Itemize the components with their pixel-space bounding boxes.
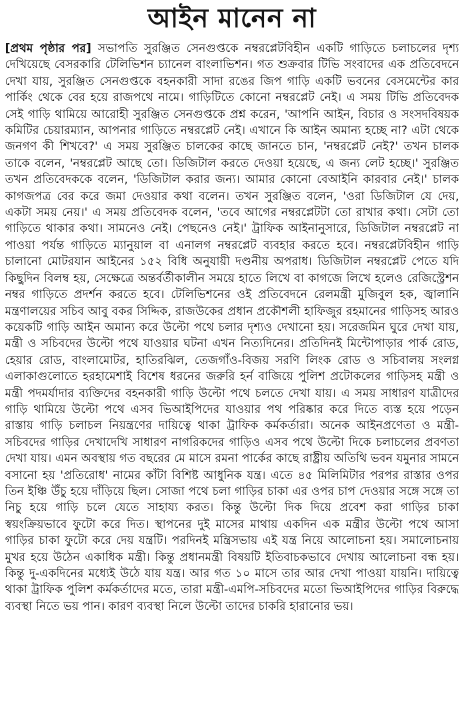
article-body: [5, 40, 459, 696]
continuation-tag: [প্রথম পৃষ্ঠার পর]: [5, 41, 92, 55]
article-headline: আইন মানেন না: [147, 4, 317, 34]
article-body-text: সভাপতি সুরঞ্জিত সেনগুপ্তকে নম্বরপ্লেটবিহীন একটি গাড়িতে চলাচলের দৃশ্য দেখিয়েছে বেসরকারি টেলিভিশন চ্যানেল বাংলাভিশন। গত শুক্রবার টিভি সংবাদের এক প্রতিবেদনে দেখা যায়, সুরঞ্জিত সেনগুপ্তকে বহনকারী সাদা রঙের জিপ গাড়ি একটি ভবনের বেসমেন্টের কার পার্কিং থেকে বের হয়ে রাজপথে নামে। গাড়িটিতে কোনো নম্বরপ্লেট নেই। এ সময় টিভি প্রতিবেদক সেই গাড়ি থামিয়ে আরোহী সুরঞ্জিত সেনগুপ্তকে প্রশ্ন করেন, 'আপনি আইন, বিচার ও সংসদবিষয়ক কমিটির চেয়ারম্যান, আপনার গাড়িতে নম্বরপ্লেট নেই। এখানে কি আইন অমান্য হচ্ছে না? এটা থেকে জনগণ কী শিখবে?' এ সময় সুরঞ্জিত চালকের কাছে জানতে চান, 'নম্বরপ্লেট নেই?' তখন চালক তাকে বলেন, 'নম্বরপ্লেট আছে তো। ডিজিটাল করতে দেওয়া হয়েছে, এ জন্য লেট হচ্ছে।' সুরঞ্জিত তখন প্রতিবেদককে বলেন, 'ডিজিটাল করার জন্য। আমার কোনো বেআইনি কারবার নেই।' চালক কাগজপত্র বের করে জমা দেওয়ার কথা বলেন। তখন সুরঞ্জিত বলেন, 'ওরা ডিজিটাল যে দেয়, একটা সময় নেয়।' এ সময় প্রতিবেদক বলেন, 'তবে আগের নম্বরপ্লেটটা তো রাখার কথা। সেটা তো গাড়িতে থাকার কথা। সামনেও নেই। পেছনেও নেই।' ট্রাফিক আইনানুসারে, ডিজিটাল নম্বরপ্লেট না পাওয়া পর্যন্ত গাড়িতে ম্যানুয়াল বা এনালগ নম্বরপ্লেট ব্যবহার করতে হবে। নম্বরপ্লেটবিহীন গাড়ি চালানো মোটরযান আইনের ১৫২ বিধি অনুযায়ী দণ্ডনীয় অপরাধ। ডিজিটাল নম্বরপ্লেট পেতে যদি কিছুদিন বিলম্ব হয়, সেক্ষেত্রে অন্তর্বর্তীকালীন সময়ে হাতে লিখে বা কাগজে লিখে হলেও রেজিস্ট্রেশন নম্বর গাড়িতে প্রদর্শন করতে হবে। টেলিভিশনের ওই প্রতিবেদনে রেলমন্ত্রী মুজিবুল হক, জ্বালানি মন্ত্রণালয়ের সচিব আবু বকর সিদ্দিক, রাজউকের প্রধান প্রকৌশলী হাফিজুর রহমানের গাড়িসহ আরও কয়েকটি গাড়ি আইন অমান্য করে উল্টো পথে চলার দৃশ্যও দেখানো হয়। সরেজমিন ঘুরে দেখা যায়, মন্ত্রী ও সচিবদের উল্টো পথে যাওয়ার ঘটনা এখন নিত্যদিনের। প্রতিদিনই মিন্টোপাড়ার পার্ক রোড, হেয়ার রোড, বাংলামোটর, হাতিরঝিল, তেজগাঁও-বিজয় সরণি লিংক রোড ও সচিবালয় সংলগ্ন এলাকাগুলোতে হরহামেশাই বিশেষ ধরনের জরুরি হর্ন বাজিয়ে পুলিশ প্রটোকলের গাড়িসহ মন্ত্রী ও মন্ত্রী পদমর্যাদার ব্যক্তিদের বহনকারী গাড়ি উল্টো পথে চলতে দেখা যায়। এ সময় সাধারণ যাত্রীদের গাড়ি থামিয়ে উল্টো পথে এসব ভিআইপিদের যাওয়ার পথ পরিষ্কার করে দিতে ব্যস্ত হয়ে পড়েন রাস্তায় গাড়ি চলাচল নিয়ন্ত্রণের দায়িত্বে থাকা ট্রাফিক কর্মকর্তারা। অনেক আইনপ্রণেতা ও মন্ত্রী-সচিবদের গাড়ির দেখাদেখি সাধারণ নাগরিকদের গাড়িও এসব পথে উল্টো দিকে চলাচলের প্রবণতা দেখা যায়। এমন অবস্থায় গত বছরের মে মাসে রমনা পার্কের কাছে রাষ্ট্রীয় অতিথি ভবন যমুনার সামনে বসানো হয় 'প্রতিরোধ' নামের কাঁটা বিশিষ্ট আধুনিক যন্ত্র। এতে ৪৫ মিলিমিটার পরপর রাস্তার ওপর তিন ইঞ্চি উঁচু হয়ে দাঁড়িয়ে ছিল। সোজা পথে চলা গাড়ির চাকা এর ওপর চাপ দেওয়ার সঙ্গে সঙ্গে তা নিচু হয়ে গাড়ি চলে যেতে সাহায্য করত। কিন্তু উল্টো দিক দিয়ে প্রবেশ করা গাড়ির চাকা স্বয়ংক্রিয়ভাবে ফুটো করে দিত। স্থাপনের দুই মাসের মাথায় একদিন এক মন্ত্রীর উল্টো পথে আসা গাড়ির চাকা ফুটো করে দেয় যন্ত্রটি। পরদিনই মন্ত্রিসভায় এই যন্ত্র নিয়ে আলোচনা হয়। সমালোচনায় মুখর হয়ে উঠেন একাধিক মন্ত্রী। কিন্তু প্রধানমন্ত্রী বিষয়টি ইতিবাচকভাবে দেখায় আলোচনা বন্ধ হয়। কিন্তু দু-একদিনের মধ্যেই উঠে যায় যন্ত্র। আর গত ১০ মাসে তার আর দেখা পাওয়া যায়নি। দায়িত্বে থাকা ট্রাফিক পুলিশ কর্মকর্তাদের মতে, তারা মন্ত্রী-এমপি-সচিবদের মতো ভিআইপিদের গাড়ির বিরুদ্ধে ব্যবস্থা নিতে ভয় পান। কারণ ব্যবস্থা নিলে উল্টো তাদের চাকরি হারানোর ভয়।: [5, 41, 459, 613]
